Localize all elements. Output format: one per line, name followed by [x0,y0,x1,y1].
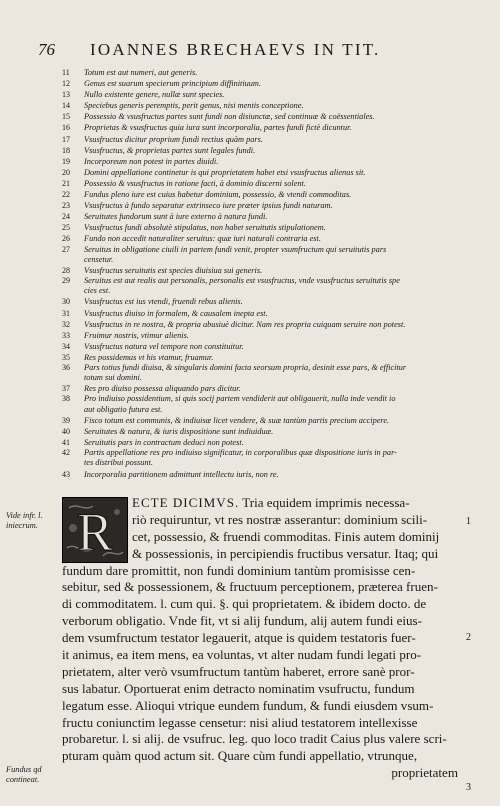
summary-item-text [84,100,480,111]
summary-item-line: Seruitus in obligatione ciuili in partem fundi venit, propter vsumfructum qui seruitutis pars [84,244,387,254]
summary-item-number: 15 [62,112,70,122]
body-line: verborum obligatio. Vnde fit, vt si alij fundum, alij autem fundi eius- [62,613,422,629]
summary-item [62,78,480,89]
summary-item-line: Genus est suarum specierum principium diffinitiuum. [84,79,261,89]
summary-item-number: 35 [62,352,70,362]
summary-item-number: 18 [62,145,70,155]
body-line [62,495,458,512]
summary-item-text [84,296,480,307]
summary-item-number: 43 [62,469,70,479]
summary-item-text [84,308,480,319]
side-note-line: iniecrum. [6,521,38,530]
summary-item-line: cies est. [84,286,111,296]
summary-item [62,189,480,200]
summary-item-text [84,78,480,89]
side-note-line: contineat. [6,775,40,784]
summary-item [62,341,480,352]
summary-item-line: Fundo non accedit naturaliter seruitus: quæ iuri naturali contraria est. [84,234,321,244]
body-line: di commoditatem. l. cum qui. §. qui proprietatem. & ibidem docto. de [62,596,427,612]
side-note-vide-infra [6,511,58,531]
body-line: it animus, ea item mens, ea voluntas, vt alter nudam fundi legati pro- [62,647,422,663]
summary-item-text [84,178,480,189]
summary-item-text [84,211,480,222]
summary-item-number: 14 [62,101,70,111]
summary-item-number: 42 [62,448,70,458]
summary-item-number: 25 [62,223,70,233]
summary-item-line: Speciebus generis peremptis, perit genus, nisi mentis conceptione. [84,101,304,111]
summary-item-number: 19 [62,156,70,166]
summary-item-text [84,415,480,426]
summary-item [62,233,480,244]
summary-item [62,122,480,133]
running-title: IOANNES BRECHAEVS IN TIT. [90,40,381,59]
summary-item-text [84,330,480,341]
summary-item [62,167,480,178]
summary-item [62,469,480,480]
summary-item-text [84,67,480,78]
summary-item [62,145,480,156]
summary-item [62,89,480,100]
summary-item-line: Pro indiuiso possidentium, si quis socij partem vendiderit aut obligauerit, nulla inde vendit io [84,394,396,404]
summary-item-text [84,341,480,352]
side-note-line: Vide infr. l. [6,511,43,520]
side-note-fundus [6,765,58,785]
summary-item [62,437,480,448]
summary-item-line: aut obligatio futura est. [84,404,163,414]
body-line: sus labatur. Oportuerat enim detracto nominatim vsufructu, fundum [62,680,415,696]
summary-item-line: Pars totius fundi diuisa, & singularis domini facta seorsum propria, desinit esse pars, & efficitur [84,362,407,372]
summary-item-text [84,233,480,244]
summary-item-number: 36 [62,362,70,372]
summary-item-line: Seruitutis pars in contractum deduci non potest. [84,438,244,448]
body-text [62,495,458,782]
summary-item [62,319,480,330]
summary-item-number: 11 [62,68,70,77]
body-line: prietatem, alter verò vsumfructum tantùm haberet, errore sanè pror- [62,663,415,679]
summary-item [62,178,480,189]
summary-item-text [84,122,480,133]
summary-item-number: 24 [62,212,70,222]
summary-item-number: 26 [62,234,70,244]
summary-item-text [84,319,480,330]
summary-item-line: Fundus pleno iure est cuius habetur dominium, possessio, & vtendi commoditas. [84,190,352,200]
summary-item [62,111,480,122]
summary-item-line: Proprietas & vsusfructus quia iura sunt incorporalia, partes fundi fictè dicuntur. [84,123,352,133]
summary-item-line: Incorporeum non potest in partes diuidi. [84,156,219,166]
summary-item-text [84,265,480,276]
summary-item-number: 33 [62,330,70,340]
summary-item [62,222,480,233]
summary-item-text [84,89,480,100]
summary-item-number: 27 [62,244,70,254]
summary-item-text [84,156,480,167]
summary-item-line: Domini appellatione continetur is qui proprietatem habet etsi vsusfructus alienus sit. [84,167,366,177]
summary-item [62,383,480,394]
summary-item-line: Possessio & vsusfructus partes sunt fundi non disiunctæ, sed continuæ & coëssentiales. [84,112,375,122]
summary-item-line: Res possidemus vt his vtamur, fruamur. [84,352,214,362]
summary-item-text [84,394,480,414]
summary-item-text [84,222,480,233]
summary-item-line: totum sui domini. [84,373,142,383]
body-line: legatum esse. Alioqui vtrique eundem fundum, & fundi eiusdem vsum- [62,697,434,713]
body-line: & possessionis, in percipiendis fructibus versatur. Itaq; qui [132,545,439,561]
body-line: probaretur. l. si alij. de vsufruc. leg. quo loco tradit Caius plus valere scri- [62,731,447,747]
summary-item [62,265,480,276]
summary-item [62,394,480,414]
summary-item-text [84,383,480,394]
summary-item-text [84,245,480,265]
summary-item [62,448,480,468]
summary-item [62,100,480,111]
side-note-line: Fundus qd [6,765,42,774]
summary-item-number: 16 [62,123,70,133]
summary-item [62,156,480,167]
summary-item-line: Vsusfructus dicitur proprium fundi rectius quàm pars. [84,134,263,144]
summary-item [62,330,480,341]
summary-item-number: 13 [62,90,70,100]
summary-item-line: Possessio & vsusfructus in ratione facti, à dominio discerni solent. [84,178,306,188]
summary-item-number: 41 [62,438,70,448]
summary-item-number: 32 [62,319,70,329]
summary-item-line: Res pro diuiso possessa aliquando pars dicitur. [84,384,241,394]
summary-item [62,352,480,363]
summary-item [62,200,480,211]
summary-item-line: Fisco totum est communis, & indiuisæ licet vendere, & suæ tantùm partis precium accipere. [84,415,390,425]
summary-item-text [84,200,480,211]
margin-number: 3 [466,782,471,793]
summary-item [62,67,480,78]
summary-item-line: Totum est aut numeri, aut generis. [84,68,198,77]
summary-item-line: Vsusfructus natura vel tempore non constituitur. [84,341,244,351]
margin-number: 2 [466,632,471,643]
body-line: pturam quàm quod actum sit. Quare cùm fundi appellatio, vtrunque, [62,748,418,764]
body-line: fructu coniunctim legasse censetur: nisi aliud testatorem intellexisse [62,714,418,730]
opening-caps: ECTE DICIMVS. [132,495,240,510]
summary-item-number: 23 [62,201,70,211]
summary-item-line: Seruitus est aut realis aut personalis, personalis est vsusfructus, vnde vsusfructus seruitutis spe [84,276,400,285]
summary-item [62,308,480,319]
summary-item-number: 30 [62,297,70,307]
summary-item-text [84,469,480,480]
summary-item-line: Nullo existente genere, nullæ sunt species. [84,90,225,100]
summary-item-text [84,437,480,448]
page-number: 76 [38,40,55,59]
svg-text:R: R [76,502,114,562]
summary-item-text [84,189,480,200]
running-head [38,40,478,62]
summary-item-number: 37 [62,384,70,394]
summary-item-number: 39 [62,415,70,425]
summary-item-line: Vsusfructus seruitutis est species diuisiua sui generis. [84,265,263,275]
body-line: dem vsumfructum testator legauerit, atque is quidem testatoris fuer- [62,630,416,646]
summary-item-number: 38 [62,394,70,404]
summary-item-text [84,167,480,178]
summary-item-number: 28 [62,265,70,275]
summary-item-line: Vsusfructus fundi absolutè stipulatus, non habet seruitutis stipulationem. [84,223,326,233]
summary-item [62,211,480,222]
summary-item [62,276,480,296]
summary-item [62,363,480,383]
summary-item-number: 22 [62,190,70,200]
summary-item-text [84,111,480,122]
summary-item-number: 17 [62,134,70,144]
summary-item-line: Incorporalia partitionem admittunt intellectu iuris, non re. [84,469,279,479]
body-line-text: Tria equidem imprimis necessa- [242,495,410,510]
summary-item-line: Vsusfructus est ius vtendi, fruendi rebus alienis. [84,297,243,307]
summary-item-text [84,352,480,363]
summary-item-number: 31 [62,308,70,318]
summary-item-line: Vsusfructus à fundo separatur extrinseco iure præter ipsius fundi naturam. [84,201,333,211]
body-line: sebitur, sed & possessionem, & fructuum perceptionem, præterea fruen- [62,579,438,595]
summary-item-text [84,134,480,145]
summary-item-text [84,426,480,437]
summary-item [62,245,480,265]
catchword: proprietatem [391,765,458,781]
summary-item-line: Partis appellatione res pro indiuiso significatur, in corporalibus quæ dispositione iuris in par- [84,448,397,458]
summary-item-line: Vsusfructus diuiso in formalem, & causalem inepta est. [84,308,268,318]
summary-item-number: 21 [62,178,70,188]
summary-item-number: 34 [62,341,70,351]
summary-item-line: censetur. [84,254,114,264]
summary-item-line: Seruitutes fundorum sunt à iure externo à natura fundi. [84,212,268,222]
summary-item-text [84,363,480,383]
summary-item-line: Fruimur nostris, vtimur alienis. [84,330,189,340]
summary-item-text [84,276,480,296]
summary-item [62,296,480,307]
summary-item [62,134,480,145]
summary-item [62,426,480,437]
summary-item-line: tes distribui possunt. [84,458,153,468]
summary-item [62,415,480,426]
summary-item-line: Seruitutes & natura, & iuris dispositione sunt indiuiduæ. [84,426,274,436]
summary-item-line: Vsusfructus in re nostra, & propria abusiuè dicitur. Nam res propria cuiquam seruire non potest. [84,319,406,329]
summary-item-number: 20 [62,167,70,177]
summary-item-number: 12 [62,79,70,89]
margin-number: 1 [466,516,471,527]
body-line: riò requiruntur, vt res nostræ asserantur: dominium scili- [132,511,428,527]
summary-item-line: Vsusfructus, & proprietas partes sunt legales fundi. [84,145,256,155]
body-line: cet, possessio, & fruendi commoditas. Finis autem dominij [132,528,440,544]
summary-item-text [84,448,480,468]
summary-item-number: 29 [62,276,70,285]
summary-item-text [84,145,480,156]
body-line: fundum dare promittit, non fundi dominium tantùm promisisse cen- [62,562,416,578]
summary-item-number: 40 [62,426,70,436]
summary-list [62,67,480,480]
